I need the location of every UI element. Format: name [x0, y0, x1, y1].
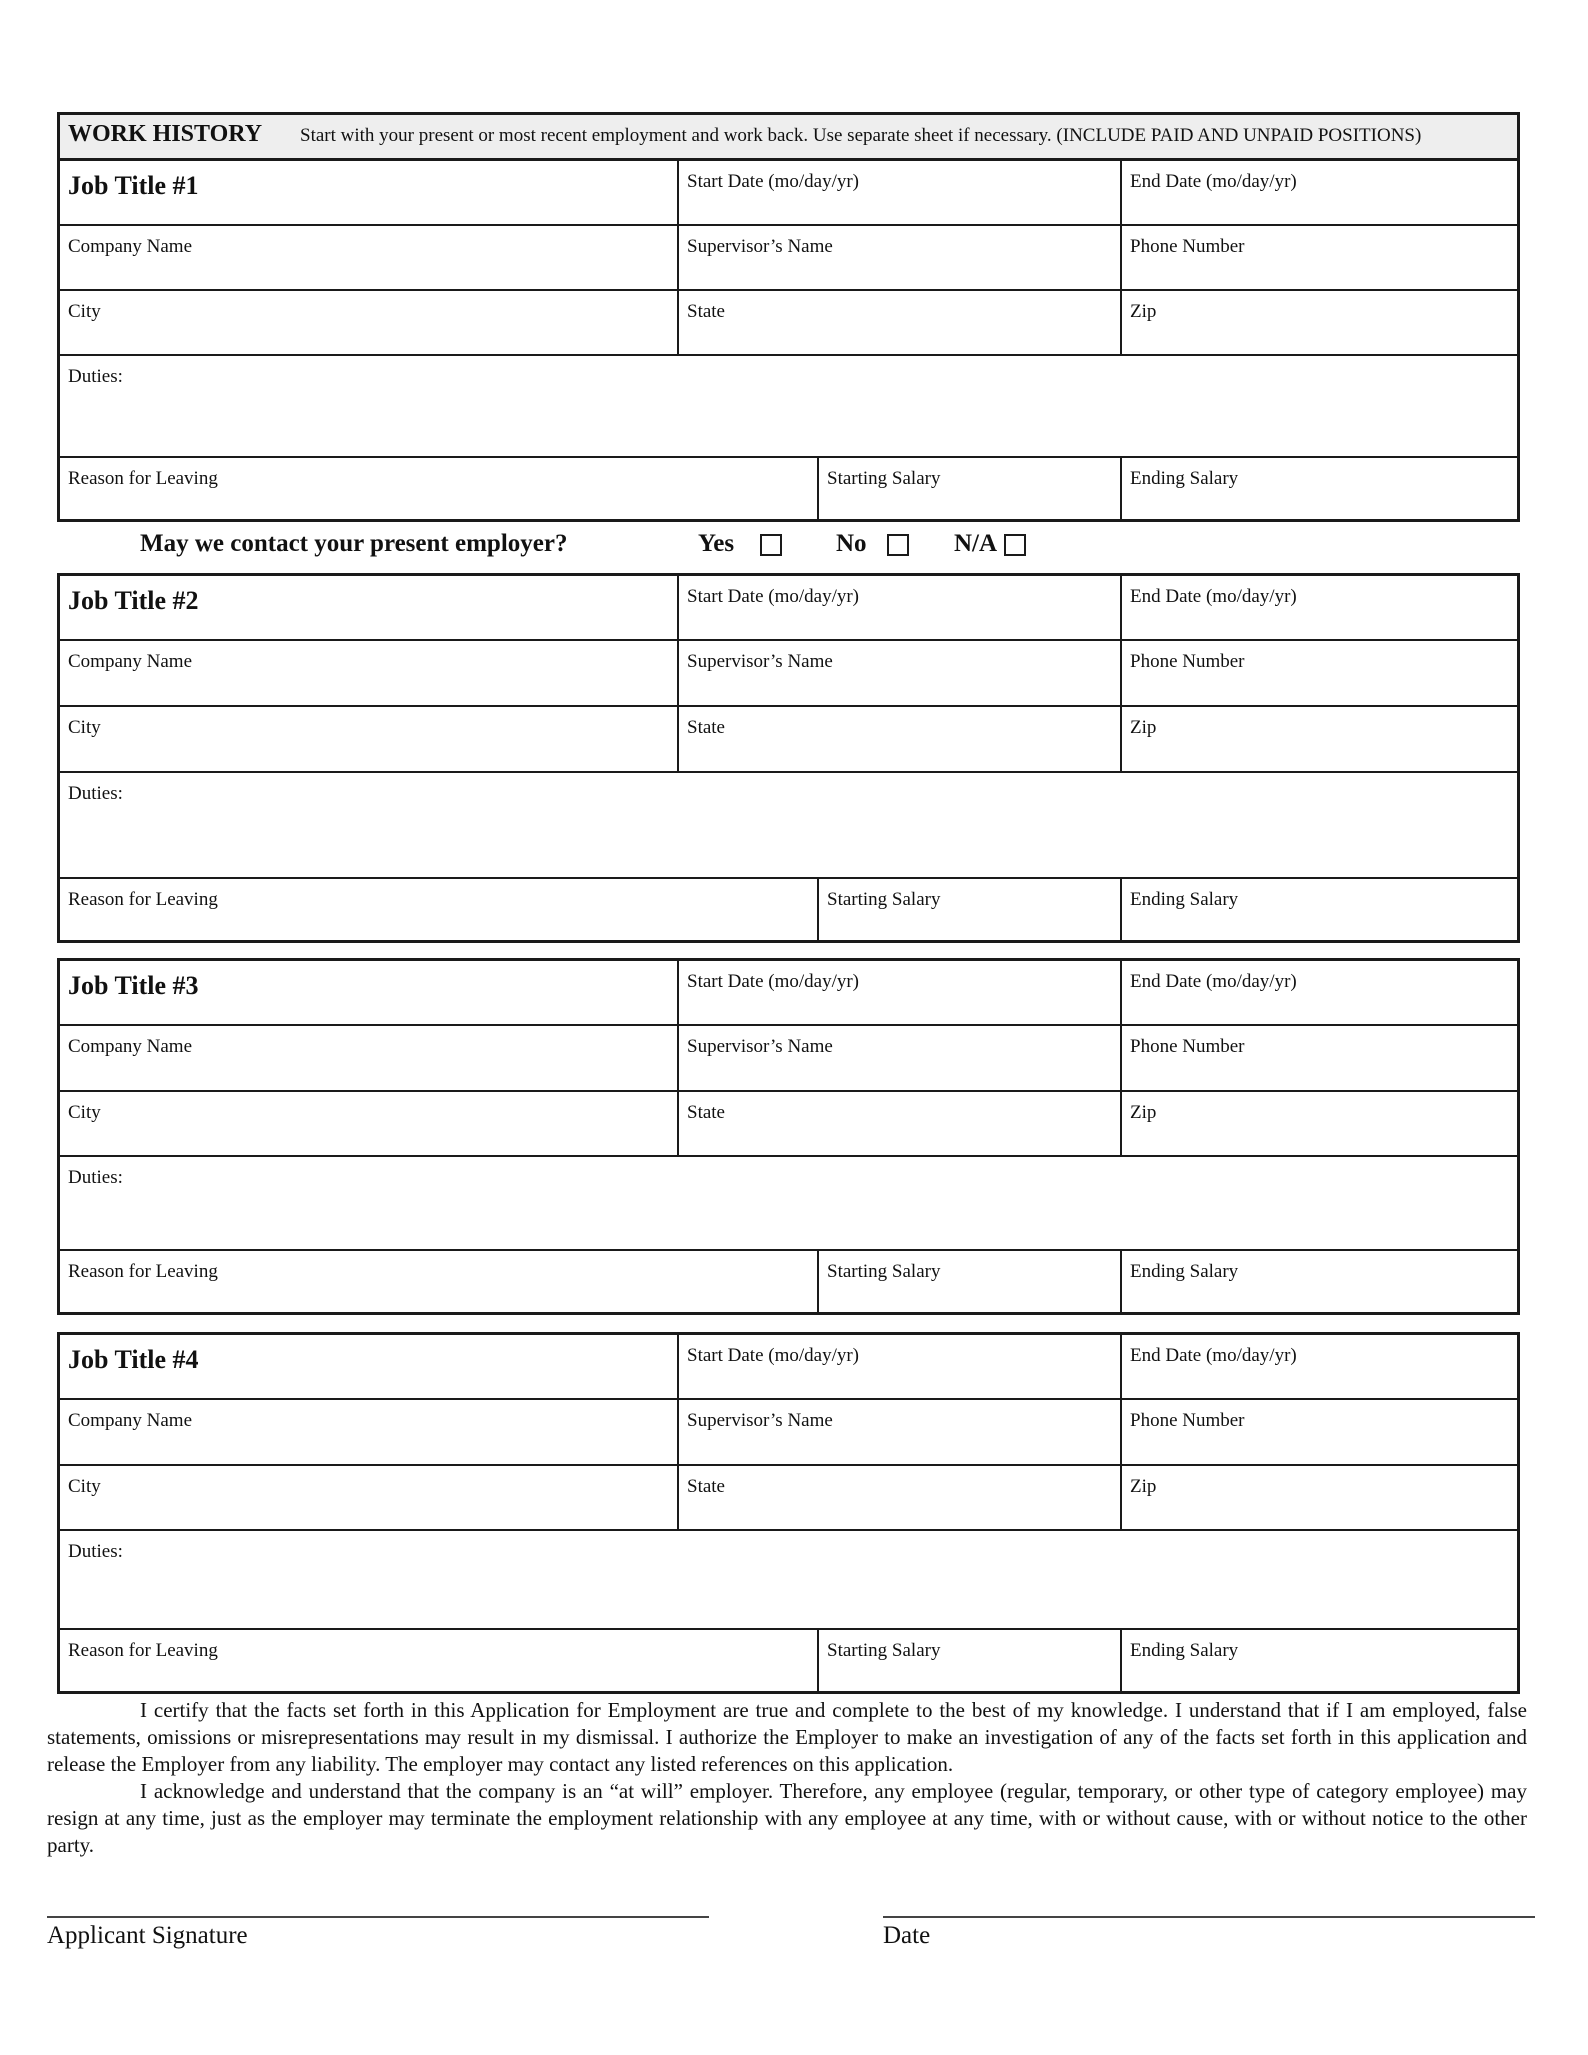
job-title-label: Job Title #2	[68, 586, 199, 615]
contact-yes-checkbox[interactable]	[760, 534, 782, 556]
end-date-label: End Date (mo/day/yr)	[1130, 971, 1297, 992]
zip-field[interactable]	[1120, 291, 1517, 354]
reason-for-leaving-field[interactable]	[60, 879, 817, 943]
start-date-field[interactable]	[677, 1335, 1120, 1398]
job-row-duties	[60, 1531, 1517, 1630]
duties-field[interactable]	[60, 356, 1517, 456]
ending-salary-field[interactable]	[1120, 1630, 1517, 1694]
city-label: City	[68, 1102, 101, 1123]
supervisor-name-field[interactable]	[677, 226, 1120, 289]
job-row-title	[60, 1335, 1517, 1400]
job-row-leaving	[60, 1251, 1517, 1315]
city-label: City	[68, 717, 101, 738]
duties-label: Duties:	[68, 1167, 123, 1188]
date-label: Date	[883, 1922, 931, 1949]
job-row-company	[60, 641, 1517, 707]
duties-label: Duties:	[68, 1541, 123, 1562]
phone-number-field[interactable]	[1120, 226, 1517, 289]
job-row-company	[60, 1026, 1517, 1092]
applicant-signature-label: Applicant Signature	[47, 1922, 248, 1949]
zip-field[interactable]	[1120, 1466, 1517, 1529]
state-field[interactable]	[677, 1092, 1120, 1155]
job-row-location	[60, 1092, 1517, 1157]
duties-label: Duties:	[68, 366, 123, 387]
contact-na-checkbox[interactable]	[1004, 534, 1026, 556]
duties-field[interactable]	[60, 1531, 1517, 1628]
state-field[interactable]	[677, 1466, 1120, 1529]
end-date-label: End Date (mo/day/yr)	[1130, 1345, 1297, 1366]
starting-salary-label: Starting Salary	[827, 1261, 941, 1282]
ending-salary-field[interactable]	[1120, 1251, 1517, 1315]
job-block-1	[57, 158, 1520, 522]
company-name-label: Company Name	[68, 1036, 193, 1057]
job-row-location	[60, 1466, 1517, 1531]
job-row-location	[60, 707, 1517, 773]
contact-no-checkbox[interactable]	[887, 534, 909, 556]
job-row-location	[60, 291, 1517, 356]
city-label: City	[68, 1476, 101, 1497]
job-row-leaving	[60, 879, 1517, 943]
job-row-title	[60, 161, 1517, 226]
job-row-company	[60, 226, 1517, 291]
city-field[interactable]	[60, 707, 677, 771]
reason-for-leaving-field[interactable]	[60, 458, 817, 522]
supervisor-name-label: Supervisor’s Name	[687, 651, 833, 672]
phone-number-field[interactable]	[1120, 1026, 1517, 1090]
city-field[interactable]	[60, 291, 677, 354]
end-date-field[interactable]	[1120, 576, 1517, 639]
starting-salary-field[interactable]	[817, 1251, 1120, 1315]
job-row-duties	[60, 1157, 1517, 1251]
end-date-label: End Date (mo/day/yr)	[1130, 586, 1297, 607]
ending-salary-field[interactable]	[1120, 879, 1517, 943]
job-title-label: Job Title #4	[68, 1345, 199, 1374]
phone-number-label: Phone Number	[1130, 1036, 1245, 1057]
end-date-field[interactable]	[1120, 161, 1517, 224]
company-name-field[interactable]	[60, 641, 677, 705]
contact-yes-label: Yes	[698, 530, 735, 557]
city-field[interactable]	[60, 1092, 677, 1155]
company-name-label: Company Name	[68, 651, 193, 672]
contact-na-label: N/A	[954, 530, 998, 557]
state-label: State	[687, 1476, 725, 1497]
job-title-field[interactable]	[60, 161, 677, 224]
supervisor-name-label: Supervisor’s Name	[687, 236, 833, 257]
job-title-field[interactable]	[60, 961, 677, 1024]
start-date-field[interactable]	[677, 961, 1120, 1024]
phone-number-field[interactable]	[1120, 641, 1517, 705]
start-date-label: Start Date (mo/day/yr)	[687, 971, 860, 992]
supervisor-name-label: Supervisor’s Name	[687, 1036, 833, 1057]
end-date-field[interactable]	[1120, 1335, 1517, 1398]
reason-for-leaving-label: Reason for Leaving	[68, 1261, 218, 1282]
ending-salary-label: Ending Salary	[1130, 468, 1239, 489]
start-date-field[interactable]	[677, 576, 1120, 639]
applicant-signature-line[interactable]	[47, 1916, 709, 1918]
reason-for-leaving-label: Reason for Leaving	[68, 468, 218, 489]
state-field[interactable]	[677, 291, 1120, 354]
end-date-field[interactable]	[1120, 961, 1517, 1024]
job-title-label: Job Title #1	[68, 171, 199, 200]
starting-salary-field[interactable]	[817, 458, 1120, 522]
job-block-2	[57, 573, 1520, 943]
job-row-title	[60, 961, 1517, 1026]
duties-field[interactable]	[60, 773, 1517, 877]
phone-number-label: Phone Number	[1130, 236, 1245, 257]
section-instructions: Start with your present or most recent employment and work back. Use separate sheet if necessary. (INCLUDE PAID AND UNPAID POSITIONS)	[300, 125, 1422, 146]
job-row-duties	[60, 773, 1517, 879]
zip-label: Zip	[1130, 1476, 1157, 1497]
start-date-field[interactable]	[677, 161, 1120, 224]
starting-salary-label: Starting Salary	[827, 1640, 941, 1661]
zip-field[interactable]	[1120, 1092, 1517, 1155]
company-name-field[interactable]	[60, 226, 677, 289]
ending-salary-field[interactable]	[1120, 458, 1517, 522]
job-row-leaving	[60, 458, 1517, 522]
ending-salary-label: Ending Salary	[1130, 1640, 1239, 1661]
city-label: City	[68, 301, 101, 322]
start-date-label: Start Date (mo/day/yr)	[687, 586, 860, 607]
job-title-field[interactable]	[60, 1335, 677, 1398]
end-date-label: End Date (mo/day/yr)	[1130, 171, 1297, 192]
contact-employer-question: May we contact your present employer?	[140, 530, 568, 557]
reason-for-leaving-field[interactable]	[60, 1251, 817, 1315]
job-block-3	[57, 958, 1520, 1315]
section-title: WORK HISTORY	[68, 121, 263, 147]
ending-salary-label: Ending Salary	[1130, 889, 1239, 910]
supervisor-name-field[interactable]	[677, 1026, 1120, 1090]
job-block-4	[57, 1332, 1520, 1694]
phone-number-field[interactable]	[1120, 1400, 1517, 1464]
supervisor-name-field[interactable]	[677, 641, 1120, 705]
starting-salary-label: Starting Salary	[827, 889, 941, 910]
state-field[interactable]	[677, 707, 1120, 771]
job-title-field[interactable]	[60, 576, 677, 639]
state-label: State	[687, 301, 725, 322]
reason-for-leaving-label: Reason for Leaving	[68, 1640, 218, 1661]
start-date-label: Start Date (mo/day/yr)	[687, 171, 860, 192]
ending-salary-label: Ending Salary	[1130, 1261, 1239, 1282]
zip-label: Zip	[1130, 1102, 1157, 1123]
at-will-paragraph: I acknowledge and understand that the company is an “at will” employer. Therefore, any employee (regular, temporary, or other type of category employee) may resign at any time, just as the employer may terminate the employment relationship with any employee at any time, with or without cause, with or without notice to the other party.	[47, 1779, 1527, 1857]
starting-salary-field[interactable]	[817, 1630, 1120, 1694]
supervisor-name-field[interactable]	[677, 1400, 1120, 1464]
reason-for-leaving-field[interactable]	[60, 1630, 817, 1694]
job-row-leaving	[60, 1630, 1517, 1694]
duties-label: Duties:	[68, 783, 123, 804]
date-line[interactable]	[883, 1916, 1535, 1918]
job-row-duties	[60, 356, 1517, 458]
starting-salary-field[interactable]	[817, 879, 1120, 943]
start-date-label: Start Date (mo/day/yr)	[687, 1345, 860, 1366]
company-name-field[interactable]	[60, 1026, 677, 1090]
city-field[interactable]	[60, 1466, 677, 1529]
phone-number-label: Phone Number	[1130, 1410, 1245, 1431]
reason-for-leaving-label: Reason for Leaving	[68, 889, 218, 910]
company-name-field[interactable]	[60, 1400, 677, 1464]
job-row-title	[60, 576, 1517, 641]
supervisor-name-label: Supervisor’s Name	[687, 1410, 833, 1431]
duties-field[interactable]	[60, 1157, 1517, 1249]
state-label: State	[687, 717, 725, 738]
company-name-label: Company Name	[68, 1410, 193, 1431]
zip-field[interactable]	[1120, 707, 1517, 771]
contact-no-label: No	[836, 530, 867, 557]
state-label: State	[687, 1102, 725, 1123]
certification-paragraph: I certify that the facts set forth in this Application for Employment are true and complete to the best of my knowledge. I understand that if I am employed, false statements, omissions or misrepresentations may result in my dismissal. I authorize the Employer to make an investigation of any of the facts set forth in this application and release the Employer from any liability. The employer may contact any listed references on this application.	[47, 1698, 1527, 1776]
work-history-header	[57, 112, 1520, 158]
zip-label: Zip	[1130, 717, 1157, 738]
job-row-company	[60, 1400, 1517, 1466]
zip-label: Zip	[1130, 301, 1157, 322]
phone-number-label: Phone Number	[1130, 651, 1245, 672]
job-title-label: Job Title #3	[68, 971, 199, 1000]
company-name-label: Company Name	[68, 236, 193, 257]
starting-salary-label: Starting Salary	[827, 468, 941, 489]
